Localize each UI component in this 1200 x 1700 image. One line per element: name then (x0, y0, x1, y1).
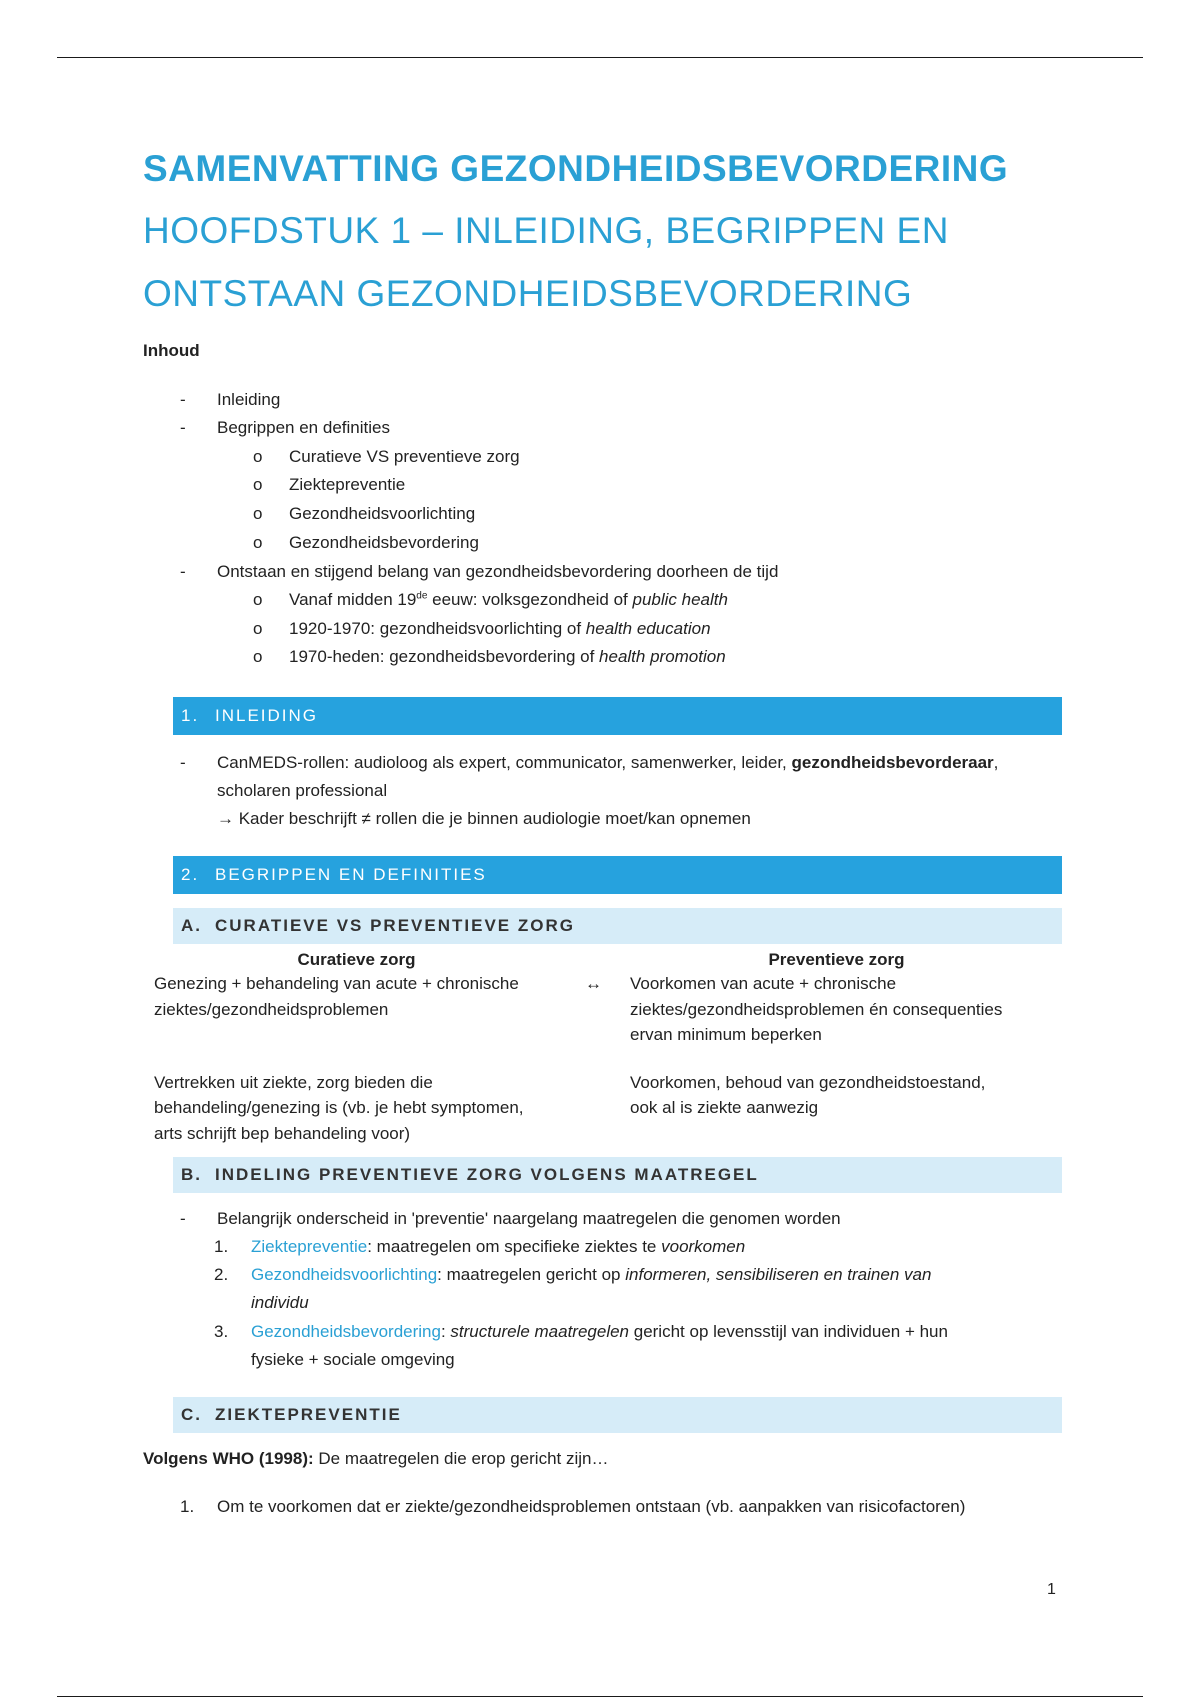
curatief-definition-line-1: Genezing + behandeling van acute + chronische (154, 974, 519, 993)
toc-item-label: Gezondheidsvoorlichting (289, 504, 476, 523)
preventief-definition-line-3: ervan minimum beperken (630, 1025, 822, 1044)
toc-item-label: 1970-heden: gezondheidsbevordering of health promotion (289, 647, 726, 666)
curatief-detail-line-3: arts schrijft bep behandeling voor) (154, 1124, 411, 1143)
section-heading-begrippen: 2. BEGRIPPEN EN DEFINITIES (173, 856, 1062, 894)
preventief-detail-line-1: Voorkomen, behoud van gezondheidstoestand, (630, 1073, 986, 1092)
subsection-heading-ziektepreventie: C. ZIEKTEPREVENTIE (173, 1397, 1062, 1433)
toc-heading: Inhoud (143, 341, 200, 360)
toc-marker: o (253, 504, 263, 523)
toc-item-label: Begrippen en definities (217, 418, 390, 437)
toc-item-label: Curatieve VS preventieve zorg (289, 447, 520, 466)
chapter-title-line-1: HOOFDSTUK 1 – INLEIDING, BEGRIPPEN EN (143, 210, 949, 251)
column-head-preventief: Preventieve zorg (768, 950, 905, 969)
canmeds-line-3: → Kader beschrijft ≠ rollen die je binnen audiologie moet/kan opnemen (217, 809, 751, 828)
toc-marker: o (253, 590, 263, 609)
indeling-item-voorlichting-cont: individu (251, 1293, 309, 1312)
toc-marker: o (253, 447, 263, 466)
list-number: 1. (214, 1237, 229, 1256)
toc-item-label: Gezondheidsbevordering (289, 533, 479, 552)
preventief-detail-line-2: ook al is ziekte aanwezig (630, 1098, 819, 1117)
toc-marker: - (180, 418, 186, 437)
preventief-definition-line-2: ziektes/gezondheidsproblemen én consequenties (630, 1000, 1003, 1019)
column-head-curatief: Curatieve zorg (297, 950, 416, 969)
toc-marker: o (253, 533, 263, 552)
toc-marker: o (253, 475, 263, 494)
toc-item-label: Inleiding (217, 390, 281, 409)
subsection-heading-indeling: B. INDELING PREVENTIEVE ZORG VOLGENS MAATREGEL (173, 1157, 1062, 1193)
indeling-item-bevordering-cont: fysieke + sociale omgeving (251, 1350, 455, 1369)
toc-item-label: Vanaf midden 19de eeuw: volksgezondheid of public health (289, 590, 728, 609)
who-definition: Volgens WHO (1998): De maatregelen die erop gericht zijn… (143, 1449, 609, 1468)
toc-marker: - (180, 562, 186, 581)
document-title: SAMENVATTING GEZONDHEIDSBEVORDERING (143, 148, 1009, 189)
toc-marker: - (180, 390, 186, 409)
toc-marker: o (253, 619, 263, 638)
ziektepreventie-item-1: Om te voorkomen dat er ziekte/gezondheidsproblemen ontstaan (vb. aanpakken van risicofactoren) (217, 1497, 966, 1516)
list-number: 1. (180, 1497, 195, 1516)
canmeds-line-1: CanMEDS-rollen: audioloog als expert, communicator, samenwerker, leider, gezondheidsbevorderaar, (217, 753, 999, 772)
subsection-heading-curatief: A. CURATIEVE VS PREVENTIEVE ZORG (173, 908, 1062, 944)
indeling-intro: Belangrijk onderscheid in 'preventie' naargelang maatregelen die genomen worden (217, 1209, 841, 1228)
toc-item-label: Ziektepreventie (289, 475, 406, 494)
page-number: 1 (1047, 1581, 1056, 1598)
curatief-definition-line-2: ziektes/gezondheidsproblemen (154, 1000, 389, 1019)
bottom-rule (57, 1696, 1143, 1697)
bullet-marker: - (180, 1209, 186, 1228)
indeling-item-bevordering: Gezondheidsbevordering: structurele maatregelen gericht op levensstijl van individuen + hun (251, 1322, 948, 1341)
preventief-definition-line-1: Voorkomen van acute + chronische (630, 974, 897, 993)
indeling-item-voorlichting: Gezondheidsvoorlichting: maatregelen gericht op informeren, sensibiliseren en trainen van (251, 1265, 932, 1284)
curatief-detail-line-1: Vertrekken uit ziekte, zorg bieden die (154, 1073, 433, 1092)
toc-item-label: 1920-1970: gezondheidsvoorlichting of health education (289, 619, 711, 638)
bullet-marker: - (180, 753, 186, 772)
indeling-item-ziektepreventie: Ziektepreventie: maatregelen om specifieke ziektes te voorkomen (251, 1237, 746, 1256)
list-number: 3. (214, 1322, 229, 1341)
toc-marker: o (253, 647, 263, 666)
top-rule (57, 57, 1143, 58)
double-arrow-icon: ↔ (585, 974, 602, 993)
chapter-title-line-2: ONTSTAAN GEZONDHEIDSBEVORDERING (143, 273, 913, 314)
curatief-detail-line-2: behandeling/genezing is (vb. je hebt symptomen, (154, 1098, 524, 1117)
list-number: 2. (214, 1265, 229, 1284)
section-heading-inleiding: 1. INLEIDING (173, 697, 1062, 735)
toc-item-label: Ontstaan en stijgend belang van gezondheidsbevordering doorheen de tijd (217, 562, 779, 581)
canmeds-line-2: scholaren professional (217, 781, 388, 800)
